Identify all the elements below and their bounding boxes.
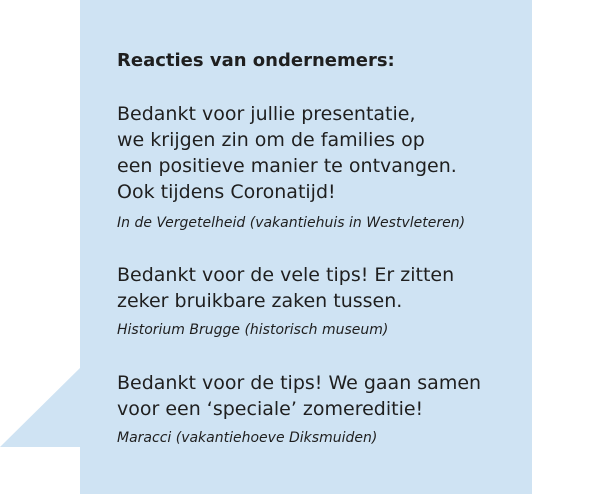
testimonial-quote-3: Bedankt voor de tips! We gaan samen voor een ‘speciale’ zomereditie! (117, 372, 482, 420)
heading: Reacties van ondernemers: (117, 50, 395, 71)
testimonial-source-2: Historium Brugge (historisch museum) (117, 322, 389, 338)
testimonial-quote-2: Bedankt voor de vele tips! Er zitten zeker bruikbare zaken tussen. (117, 264, 455, 312)
testimonial-source-1: In de Vergetelheid (vakantiehuis in Westvleteren) (117, 215, 466, 231)
speech-bubble-tail (0, 367, 81, 447)
testimonial-source-3: Maracci (vakantiehoeve Diksmuiden) (117, 430, 378, 446)
testimonial-quote-1: Bedankt voor jullie presentatie, we krijgen zin om de families op een positieve manier te ontvangen. Ook tijdens Coronatijd! (117, 103, 457, 203)
